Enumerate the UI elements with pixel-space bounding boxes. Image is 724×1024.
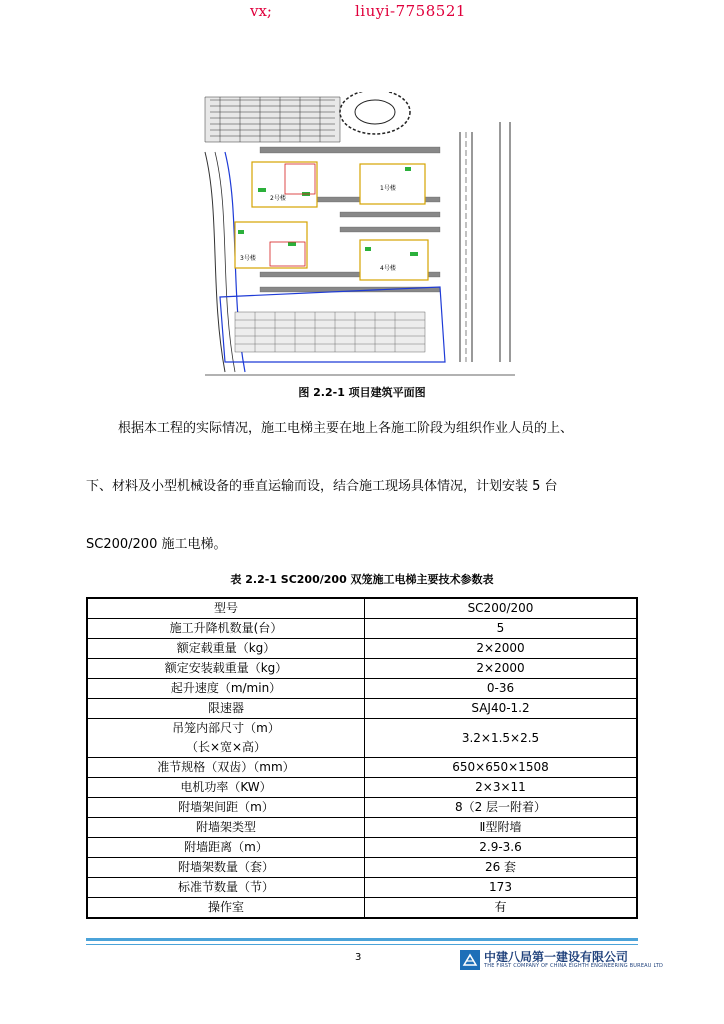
row-label: 额定载重量（kg） [87,639,365,659]
table-caption: 表 2.2-1 SC200/200 双笼施工电梯主要技术参数表 [230,573,494,586]
row-value: SC200/200 [365,598,638,619]
row-value: 8（2 层一附着） [365,798,638,818]
row-label: 操作室 [87,898,365,919]
row-value: SAJ40-1.2 [365,699,638,719]
table-row [87,758,637,778]
table-row [87,699,637,719]
site-plan-drawing [200,92,520,378]
row-value: 2×2000 [365,639,638,659]
watermark-left: vx; [250,2,272,20]
row-value: Ⅱ型附墙 [365,818,638,838]
row-label: 附墙架数量（套） [87,858,365,878]
paragraph-3: SC200/200 施工电梯。 [86,537,227,552]
table-row [87,639,637,659]
row-label: 起升速度（m/min） [87,679,365,699]
row-label-line2: （长×宽×高） [185,740,267,754]
watermark-right: liuyi-7758521 [355,2,466,20]
row-label: 标准节数量（节） [87,878,365,898]
row-label: 附墙架间距（m） [87,798,365,818]
row-label: 附墙距离（m） [87,838,365,858]
table-row [87,619,637,639]
row-label: 施工升降机数量(台） [87,619,365,639]
company-name: 中建八局第一建设有限公司 [484,950,629,964]
row-value: 5 [365,619,638,639]
paragraph-2: 下、材料及小型机械设备的垂直运输而设，结合施工现场具体情况，计划安装 5 台 [86,479,558,494]
row-value: 有 [365,898,638,919]
table-row [87,858,637,878]
paragraph-1: 根据本工程的实际情况，施工电梯主要在地上各施工阶段为组织作业人员的上、 [118,421,574,436]
building-label-2: 2号楼 [270,195,286,202]
row-label: 附墙架类型 [87,818,365,838]
table-row [87,778,637,798]
table-row [87,838,637,858]
table-row [87,598,637,619]
row-label: 限速器 [87,699,365,719]
row-value: 2.9-3.6 [365,838,638,858]
company-name-en: THE FIRST COMPANY OF CHINA EIGHTH ENGINEERING BUREAU LTD [484,963,664,969]
row-value: 26 套 [365,858,638,878]
table-row [87,878,637,898]
row-value: 2×3×11 [365,778,638,798]
row-value: 0-36 [365,679,638,699]
company-logo-icon [460,950,480,970]
row-value: 173 [365,878,638,898]
table-row [87,679,637,699]
row-value: 650×650×1508 [365,758,638,778]
row-label: 额定安装载重量（kg） [87,659,365,679]
table-row [87,659,637,679]
table-row [87,798,637,818]
building-label-1: 1号楼 [380,185,396,192]
table-row [87,719,637,758]
row-label-line1: 吊笼内部尺寸（m） [172,721,280,735]
table-row [87,898,637,919]
building-label-4: 4号楼 [380,265,396,272]
row-value: 3.2×1.5×2.5 [365,719,638,758]
spec-table [86,597,638,919]
building-label-3: 3号楼 [240,255,256,262]
row-label: 准节规格（双齿）（mm） [87,758,365,778]
row-label: 电机功率（KW） [87,778,365,798]
watermark [0,0,724,24]
row-label: 型号 [87,598,365,619]
row-value: 2×2000 [365,659,638,679]
row-label [87,719,365,758]
page-number: 3 [355,952,362,963]
table-row [87,818,637,838]
figure-caption: 图 2.2-1 项目建筑平面图 [298,386,426,399]
footer-divider-thin [86,944,638,945]
footer-divider-thick [86,938,638,941]
